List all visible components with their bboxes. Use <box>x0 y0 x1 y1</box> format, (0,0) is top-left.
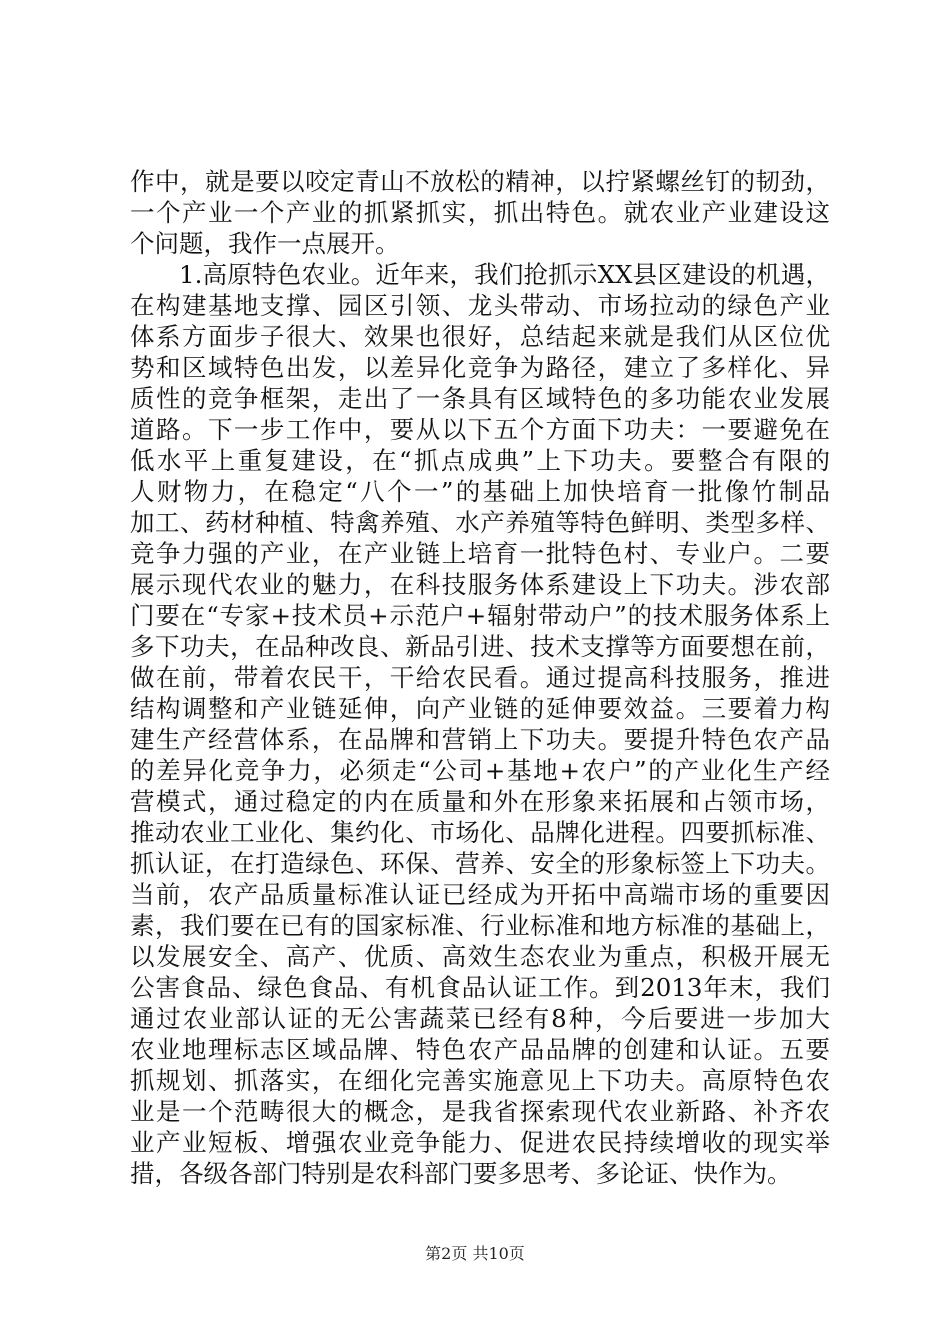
text-line: 建生产经营体系，在品牌和营销上下功夫。要提升特色农产品 <box>130 725 830 754</box>
paragraph <box>130 166 830 259</box>
text-line: 1.高原特色农业。近年来，我们抢抓示XX县区建设的机遇， <box>179 260 830 289</box>
text-line: 结构调整和产业链延伸，向产业链的延伸要效益。三要着力构 <box>130 694 830 723</box>
text-line: 加工、药材种植、特禽养殖、水产养殖等特色鲜明、类型多样、 <box>130 508 830 537</box>
text-line: 抓规划、抓落实，在细化完善实施意见上下功夫。高原特色农 <box>130 1066 830 1095</box>
text-line: 展示现代农业的魅力，在科技服务体系建设上下功夫。涉农部 <box>130 570 830 599</box>
text-line: 农业地理标志区域品牌、特色农产品品牌的创建和认证。五要 <box>130 1035 830 1064</box>
text-line: 一个产业一个产业的抓紧抓实，抓出特色。就农业产业建设这 <box>130 198 830 227</box>
text-line: 营模式，通过稳定的内在质量和外在形象来拓展和占领市场， <box>130 787 830 816</box>
text-line: 业是一个范畴很大的概念，是我省探索现代农业新路、补齐农 <box>130 1097 830 1126</box>
text-line: 道路。下一步工作中，要从以下五个方面下功夫：一要避免在 <box>130 415 830 444</box>
text-line: 人财物力，在稳定“八个一”的基础上加快培育一批像竹制品 <box>130 477 830 506</box>
text-line: 素，我们要在已有的国家标准、行业标准和地方标准的基础上， <box>130 911 830 940</box>
text-line: 多下功夫，在品种改良、新品引进、技术支撑等方面要想在前， <box>130 632 830 661</box>
text-line: 体系方面步子很大、效果也很好，总结起来就是我们从区位优 <box>130 322 830 351</box>
document-body <box>130 166 830 1189</box>
text-line: 势和区域特色出发，以差异化竞争为路径，建立了多样化、异 <box>130 353 830 382</box>
text-line: 的差异化竞争力，必须走“公司+基地+农户”的产业化生产经 <box>130 756 830 785</box>
text-line: 推动农业工业化、集约化、市场化、品牌化进程。四要抓标准、 <box>130 818 830 847</box>
text-line: 公害食品、绿色食品、有机食品认证工作。到2013年末，我们 <box>130 973 830 1002</box>
text-line: 业产业短板、增强农业竞争能力、促进农民持续增收的现实举 <box>130 1128 830 1157</box>
text-line: 质性的竞争框架，走出了一条具有区域特色的多功能农业发展 <box>130 384 830 413</box>
text-line: 做在前，带着农民干，干给农民看。通过提高科技服务，推进 <box>130 663 830 692</box>
text-line: 以发展安全、高产、优质、高效生态农业为重点，积极开展无 <box>130 942 830 971</box>
text-line: 措，各级各部门特别是农科部门要多思考、多论证、快作为。 <box>130 1159 792 1188</box>
text-line: 竞争力强的产业，在产业链上培育一批特色村、专业户。二要 <box>130 539 830 568</box>
text-line: 个问题，我作一点展开。 <box>130 229 400 258</box>
text-line: 通过农业部认证的无公害蔬菜已经有8种，今后要进一步加大 <box>130 1004 830 1033</box>
text-line: 在构建基地支撑、园区引领、龙头带动、市场拉动的绿色产业 <box>130 291 830 320</box>
text-line: 抓认证，在打造绿色、环保、营养、安全的形象标签上下功夫。 <box>130 849 830 878</box>
text-line: 低水平上重复建设，在“抓点成典”上下功夫。要整合有限的 <box>130 446 830 475</box>
text-line: 作中，就是要以咬定青山不放松的精神，以拧紧螺丝钉的韧劲， <box>130 167 830 196</box>
page-number-footer: 第2页 共10页 <box>425 1244 525 1263</box>
paragraph <box>130 259 830 1189</box>
text-line: 门要在“专家+技术员+示范户+辐射带动户”的技术服务体系上 <box>130 601 830 630</box>
text-line: 当前，农产品质量标准认证已经成为开拓中高端市场的重要因 <box>130 880 830 909</box>
